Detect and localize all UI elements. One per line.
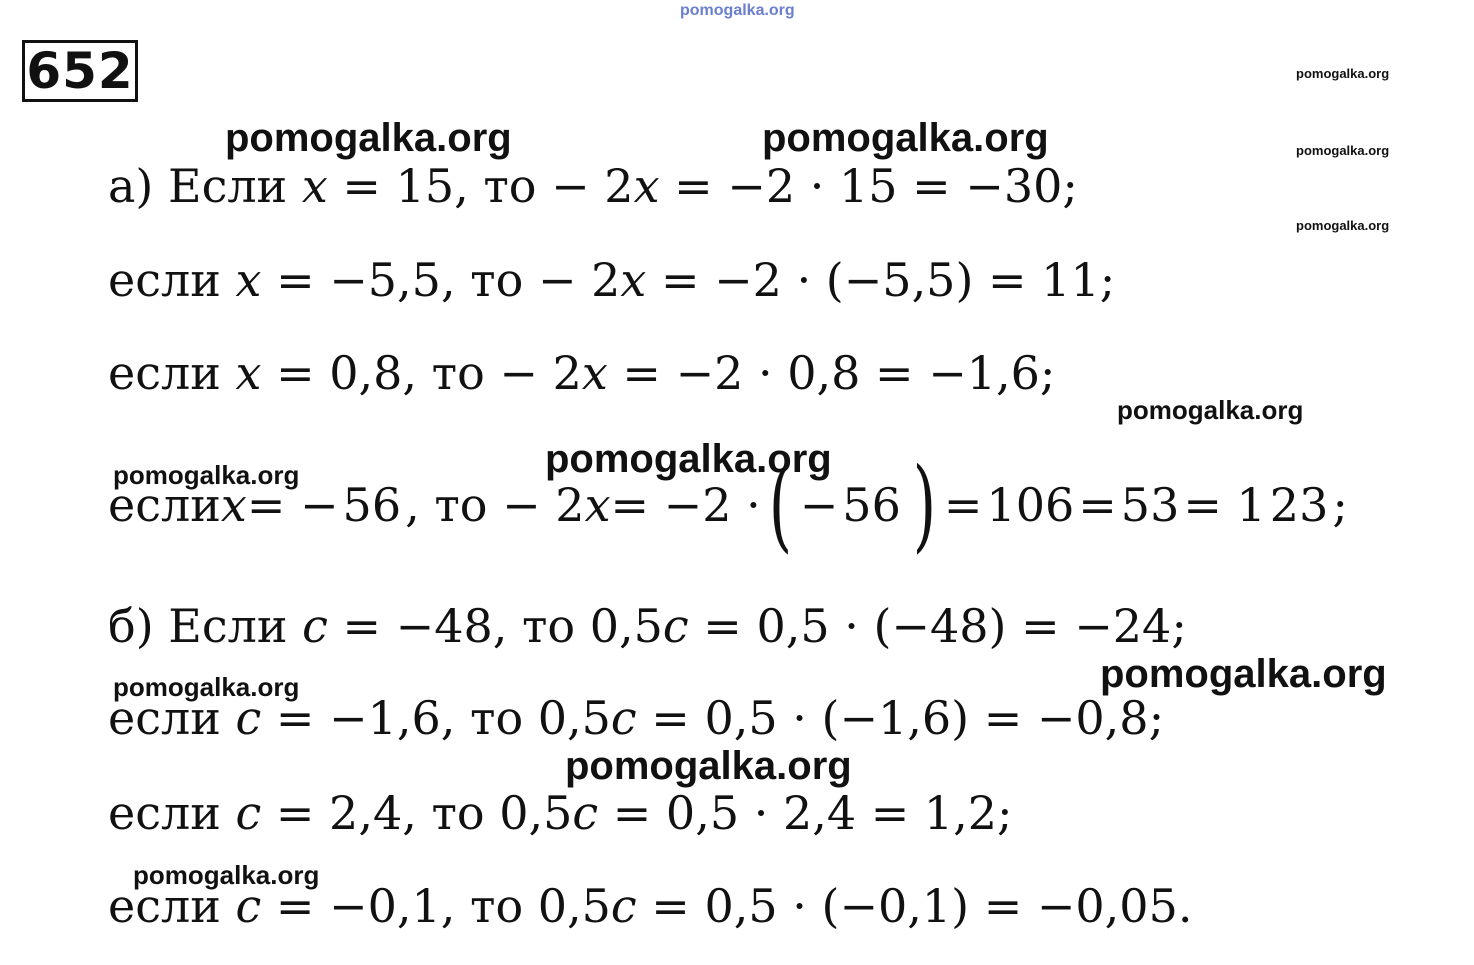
line-text: = −2 · (−5,5) = 11; [646, 253, 1116, 307]
line-text: = 1 [1183, 478, 1266, 532]
variable: c [610, 691, 637, 745]
variable: x [620, 253, 647, 307]
variable: x [301, 159, 328, 213]
numerator: 5 [842, 478, 872, 532]
numerator: 5 [1120, 478, 1151, 532]
line-text: = 0,5 · (−1,6) = −0,8; [636, 691, 1165, 745]
line-text: ; [1332, 478, 1348, 532]
fraction [1121, 477, 1180, 533]
denominator: 6 [871, 478, 901, 532]
variable: x [235, 253, 262, 307]
watermark: pomogalka.org [565, 744, 852, 788]
line-text: = 0,5 · 2,4 = 1,2; [598, 786, 1013, 840]
line-text: если [108, 346, 236, 400]
variable: x [220, 478, 247, 532]
variable: c [235, 786, 262, 840]
line-text: = 2,4, то 0,5 [261, 786, 573, 840]
watermark: pomogalka.org [1296, 66, 1390, 81]
line-text: = 15, то − 2 [327, 159, 634, 213]
solution-line-b4 [108, 878, 1192, 934]
line-text: если [108, 691, 236, 745]
line-text: = 0,8, то − 2 [261, 346, 582, 400]
watermark: pomogalka.org [133, 860, 320, 890]
denominator: 6 [371, 478, 402, 532]
line-text: = − [246, 478, 339, 532]
right-paren: ) [912, 446, 937, 563]
line-text: = −2 · [610, 478, 761, 532]
line-text: = −0,1, то 0,5 [261, 879, 611, 933]
denominator: 3 [1150, 478, 1180, 532]
variable: c [235, 691, 262, 745]
denominator: 3 [1299, 478, 1329, 532]
line-text: если [108, 253, 236, 307]
fraction [986, 477, 1074, 533]
watermark: pomogalka.org [1117, 395, 1304, 425]
variable: c [572, 786, 599, 840]
watermark: pomogalka.org [1296, 218, 1390, 233]
solution-line-a4 [108, 440, 1348, 570]
denominator: 6 [1044, 478, 1075, 532]
fraction [842, 477, 901, 533]
line-text: = −2 · 15 = −30; [659, 159, 1078, 213]
watermark: pomogalka.org [680, 2, 795, 19]
watermark: pomogalka.org [762, 116, 1049, 160]
line-text: = [1078, 478, 1117, 532]
line-text: = 0,5 · (−48) = −24; [688, 599, 1187, 653]
line-text: − [799, 478, 839, 532]
watermark: pomogalka.org [113, 672, 300, 702]
variable: x [235, 346, 262, 400]
variable: x [584, 478, 611, 532]
numerator: 2 [1269, 478, 1300, 532]
line-text: = −1,6, то 0,5 [261, 691, 611, 745]
line-text: если [108, 478, 221, 532]
fraction [343, 477, 402, 533]
left-paren: ( [768, 446, 792, 563]
line-text: = −48, то 0,5 [327, 599, 663, 653]
variable: c [302, 599, 328, 653]
line-text: если [108, 879, 236, 933]
line-text: = 0,5 · (−0,1) = −0,05. [636, 879, 1193, 933]
solution-line-b1 [108, 598, 1187, 654]
numerator: 5 [342, 478, 372, 532]
watermark: pomogalka.org [1100, 652, 1387, 696]
line-text: = −5,5, то − 2 [261, 253, 621, 307]
variable: x [581, 346, 608, 400]
watermark: pomogalka.org [545, 437, 832, 481]
solution-line-a2 [108, 252, 1115, 308]
watermark: pomogalka.org [225, 116, 512, 160]
problem-number: 652 [22, 40, 138, 102]
line-text: , то − 2 [405, 478, 585, 532]
solution-line-b3 [108, 785, 1013, 841]
variable: c [610, 879, 637, 933]
line-text: если [108, 786, 236, 840]
line-text: б) Если [108, 599, 303, 653]
line-text: а) Если [108, 159, 302, 213]
solution-line-b2 [108, 690, 1164, 746]
variable: c [662, 599, 689, 653]
solution-line-a3 [108, 345, 1055, 401]
solution-line-a1 [108, 158, 1078, 214]
variable: x [633, 159, 660, 213]
numerator: 10 [986, 478, 1045, 532]
watermark: pomogalka.org [1296, 143, 1390, 158]
variable: c [235, 879, 262, 933]
fraction [1270, 477, 1329, 533]
watermark: pomogalka.org [113, 460, 300, 490]
line-text: = −2 · 0,8 = −1,6; [607, 346, 1056, 400]
line-text: = [943, 478, 983, 532]
